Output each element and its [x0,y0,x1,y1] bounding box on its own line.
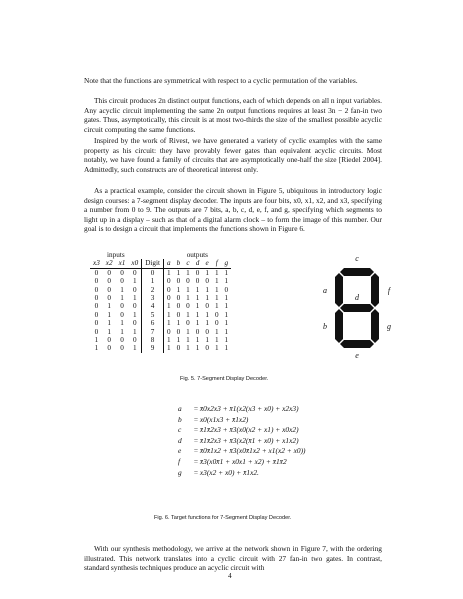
output-cell: 1 [205,319,209,328]
input-cell: 0 [120,344,124,353]
equation-lhs: a [178,404,182,413]
input-cell: 1 [132,327,137,336]
input-cell: 0 [94,319,99,328]
input-cell: 1 [120,319,124,328]
output-header: f [212,259,222,268]
segment-g [340,340,374,348]
input-cell: 1 [120,294,124,303]
segment-label-c: c [355,254,359,263]
input-cell: 1 [120,327,124,336]
digit-cell: 8 [142,336,164,344]
table-row [90,302,231,310]
paragraph-4: As a practical example, consider the circuit shown in Figure 5, ubiquitous in introductory logic design courses: a 7-segment display decoder. The inputs are four bits, x0, x1, x2, and x3, specifying a number from 0 to 9. The outputs are 7 bits, a, b, c, d, e, f, and g, specifying which segments to light up in a display – such as that of a digital alarm clock – to form the image of this number. Our goal is to design a circuit that implements the functions shown in Figure 6. [84,186,382,234]
input-cell: 0 [132,319,137,328]
segment-label-b: b [323,322,327,331]
output-cell: 0 [205,302,209,311]
table-row [90,268,231,277]
output-cell: 1 [205,294,209,303]
digit-header: Digit [142,259,164,268]
output-cell: 0 [195,327,200,336]
input-cell: 0 [132,336,137,345]
input-cell: 0 [120,277,124,286]
output-cell: 0 [176,310,181,319]
input-cell: 0 [94,268,99,277]
input-cell: 0 [94,285,99,294]
output-cell: 1 [214,294,219,303]
output-cell: 1 [186,294,190,303]
table-row [90,294,231,302]
output-cell: 1 [163,311,173,319]
output-cell: 1 [163,268,173,277]
segment-label-a: a [323,286,327,295]
output-cell: 1 [186,336,190,345]
output-cell: 0 [176,344,181,353]
equation-lhs: g [178,467,182,477]
input-cell: 1 [107,310,111,319]
digit-cell: 2 [142,286,164,294]
output-cell: 1 [205,268,209,277]
equations-block [178,404,306,478]
output-cell: 1 [214,277,219,286]
output-cell: 1 [163,302,173,310]
digit-cell: 3 [142,294,164,302]
output-header: c [183,259,193,268]
output-cell: 1 [224,277,229,286]
seven-segment-diagram [318,254,398,360]
output-cell: 1 [205,310,209,319]
equation-rhs: x̄3(x0x̄1 + x0x1 + x2) + x̄1x̄2 [199,456,287,466]
digit-cell: 9 [142,344,164,352]
input-cell: 0 [120,310,124,319]
segment-e [335,309,343,343]
input-cell: 0 [132,268,137,277]
table-row [90,286,231,294]
output-cell: 1 [195,302,200,311]
output-cell: 1 [163,336,173,344]
equation-lhs: e [178,446,182,456]
output-cell: 1 [163,344,173,352]
output-cell: 1 [195,344,200,353]
input-cell: 0 [94,327,99,336]
segment-label-f: f [387,286,391,295]
input-cell: 1 [132,310,137,319]
output-cell: 0 [176,277,181,286]
segment-b [335,273,343,307]
output-cell: 0 [214,319,219,328]
input-cell: 1 [132,344,137,353]
output-cell: 1 [195,336,200,345]
paragraph-3: Inspired by the work of Rivest, we have generated a variety of cyclic examples with the same property as his circuit: they have provably fewer gates than equivalent acyclic circuits. Most notably, we have found a family of circuits that are asymptotically one-half the size [Riedel 2004]. Admittedly, such constructs are of theoretical interest only. [84,136,382,174]
inputs-group-label: inputs [107,251,125,259]
digit-cell: 7 [142,328,164,336]
output-cell: 1 [214,302,219,311]
input-header: x3 [90,259,103,268]
output-cell: 0 [176,302,181,311]
input-cell: 0 [120,302,124,311]
paragraph-2: This circuit produces 2n distinct output functions, each of which depends on all n input variables. Any acyclic circuit implementing the same 2n output functions requires at least 3n − 2 fan-in two gates. Thus, asymptotically, this circuit is at most two-thirds the size of the smallest possible acyclic circuit computing the same functions. [84,96,382,134]
table-row [90,328,231,336]
input-header: x0 [128,259,141,268]
output-cell: 0 [205,344,209,353]
equation: b = x0(x1x3 + x̄1x2) [178,414,249,424]
output-cell: 1 [224,268,229,277]
output-cell: 1 [214,268,219,277]
output-cell: 1 [224,336,229,345]
segment-label-d: d [355,293,359,302]
input-cell: 0 [107,285,111,294]
equation-lhs: d [178,435,182,445]
page-number: 4 [228,571,232,580]
table-row [90,336,231,344]
input-cell: 0 [94,277,99,286]
equation-lhs: f [178,456,181,466]
output-header: a [163,259,173,268]
input-cell: 1 [107,327,111,336]
outputs-group-label: outputs [186,251,208,259]
output-cell: 1 [205,336,209,345]
equation-rhs: x̄0x2x3 + x̄1(x2(x3 + x0) + x2x3) [199,404,299,413]
output-cell: 1 [224,294,229,303]
segment-f [371,309,379,343]
table-row [90,344,231,352]
closing-paragraph: With our synthesis methodology, we arrive at the network shown in Figure 7, with the ordering illustrated. This network translates into a cyclic circuit with 27 fan-in two gates. In contrast, standard synthesis techniques produce an acyclic circuit with [84,544,382,573]
output-cell: 1 [186,285,190,294]
equation-rhs: x0(x1x3 + x̄1x2) [199,414,249,424]
output-cell: 0 [163,294,173,302]
output-cell: 0 [224,285,229,294]
output-cell: 1 [224,327,229,336]
input-cell: 0 [107,344,111,353]
output-cell: 1 [176,268,181,277]
segment-label-e: e [355,351,359,360]
output-cell: 1 [214,344,219,353]
output-cell: 0 [205,277,209,286]
input-cell: 0 [107,336,111,345]
input-cell: 0 [132,302,137,311]
segment-a [340,268,374,276]
output-cell: 0 [195,268,200,277]
equation-rhs: x̄0x̄1x2 + x̄3(x0x̄1x2 + x1(x2 + x0)) [199,446,306,456]
input-cell: 0 [120,336,124,345]
digit-cell: 1 [142,277,164,285]
input-cell: 1 [94,344,99,353]
table-row [90,319,231,327]
output-cell: 1 [205,285,209,294]
output-cell: 1 [163,319,173,327]
output-cell: 1 [214,336,219,345]
output-header: g [222,259,232,268]
output-cell: 0 [186,277,190,286]
input-cell: 0 [94,302,99,311]
equation: d = x̄1x̄2x3 + x̄3(x2(x̄1 + x0) + x1x2) [178,435,299,445]
output-cell: 1 [176,285,181,294]
output-cell: 0 [176,327,181,336]
figure-5-caption: Fig. 5. 7-Segment Display Decoder. [180,376,269,382]
equation-lhs: b [178,414,182,424]
output-cell: 1 [224,310,229,319]
input-cell: 0 [107,294,111,303]
input-cell: 0 [107,268,111,277]
input-cell: 1 [132,277,137,286]
input-header: x2 [103,259,116,268]
digit-cell: 6 [142,319,164,327]
equation-rhs: x̄1x̄2x3 + x̄3(x0(x2 + x1) + x0x2) [199,425,299,435]
equation-lhs: c [178,425,182,435]
output-cell: 1 [195,310,200,319]
output-cell: 1 [224,302,229,311]
output-cell: 1 [214,285,219,294]
output-cell: 1 [186,327,190,336]
equation-rhs: x3(x2 + x0) + x̄1x2. [199,467,259,477]
input-cell: 0 [94,310,99,319]
output-cell: 0 [163,328,173,336]
segment-c [371,273,379,307]
segment-label-g: g [387,322,391,331]
input-cell: 1 [120,285,124,294]
input-header: x1 [116,259,129,268]
output-cell: 0 [195,277,200,286]
paragraph-1: Note that the functions are symmetrical with respect to a cyclic permutation of the variables. [84,76,358,85]
input-cell: 0 [107,277,111,286]
table-row [90,277,231,285]
output-cell: 0 [176,294,181,303]
output-cell: 1 [176,336,181,345]
equation: f = x̄3(x0x̄1 + x0x1 + x2) + x̄1x̄2 [178,456,287,466]
output-cell: 0 [163,277,173,285]
equation: g = x3(x2 + x0) + x̄1x2. [178,467,259,477]
digit-cell: 5 [142,311,164,319]
output-cell: 1 [186,268,190,277]
equation: c = x̄1x̄2x3 + x̄3(x0(x2 + x1) + x0x2) [178,425,299,435]
input-cell: 1 [132,294,137,303]
output-cell: 0 [214,310,219,319]
output-cell: 1 [195,285,200,294]
equation-rhs: x̄1x̄2x3 + x̄3(x2(x̄1 + x0) + x1x2) [199,435,299,445]
output-cell: 0 [163,286,173,294]
output-cell: 1 [224,344,229,353]
output-header: e [202,259,212,268]
output-cell: 1 [224,319,229,328]
figure-6-caption: Fig. 6. Target functions for 7-Segment Display Decoder. [154,515,292,521]
output-cell: 1 [195,319,200,328]
equation: e = x̄0x̄1x2 + x̄3(x0x̄1x2 + x1(x2 + x0)) [178,446,306,456]
equation: a = x̄0x2x3 + x̄1(x2(x3 + x0) + x2x3) [178,404,299,413]
output-cell: 0 [205,327,209,336]
segment-d [340,304,374,312]
truth-table [90,251,231,353]
input-cell: 1 [107,302,111,311]
output-cell: 1 [176,319,181,328]
output-header: b [174,259,184,268]
digit-cell: 4 [142,302,164,310]
digit-cell: 0 [142,268,164,277]
input-cell: 1 [94,336,99,345]
output-cell: 1 [214,327,219,336]
output-cell: 1 [186,344,190,353]
table-row [90,311,231,319]
input-cell: 0 [94,294,99,303]
output-cell: 1 [186,310,190,319]
input-cell: 0 [120,268,124,277]
output-cell: 1 [195,294,200,303]
input-cell: 0 [132,285,137,294]
output-cell: 0 [186,319,190,328]
output-header: d [193,259,203,268]
output-cell: 0 [186,302,190,311]
input-cell: 1 [107,319,111,328]
